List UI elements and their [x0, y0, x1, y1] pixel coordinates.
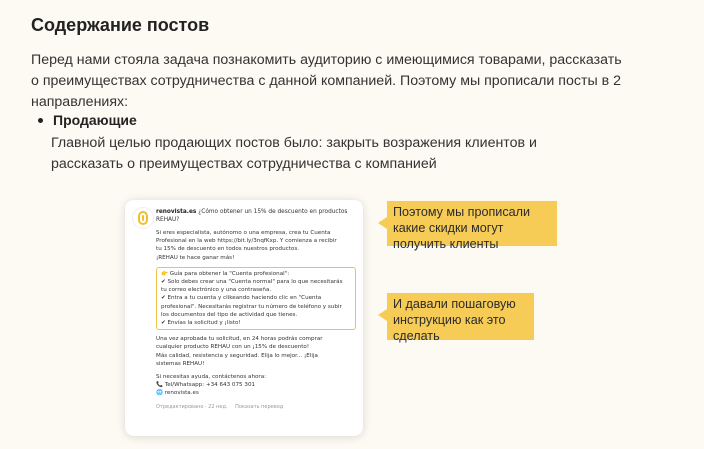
guide-line: tu correo electrónico y una contraseña.	[161, 287, 272, 294]
bullet-description: Главной целью продающих постов было: закрыть возражения клиентов и рассказать о преимуществах сотрудничества с компанией	[51, 135, 537, 172]
social-post-card	[125, 200, 363, 436]
post-text-line: Si eres especialista, autónomo o una empresa, crea tu Cuenta	[156, 230, 331, 236]
edited-timestamp: Отредактировано · 22 нед.	[156, 403, 228, 410]
guide-line: ✔ Entra a tu cuenta y clikeando haciendo clic en "Cuenta	[161, 295, 322, 302]
post-text-line: Profesional en la web https://bit.ly/3nqfKxp. Y comienza a recibir	[156, 238, 337, 245]
callout-line: какие скидки могут	[393, 221, 504, 235]
guide-box	[156, 267, 356, 330]
contact-phone[interactable]: 📞 Tel/Whatsapp: +34 643 075 301	[156, 382, 256, 389]
intro-paragraph: Перед нами стояла задача познакомить аудиторию с имеющимися товарами, рассказать о преимуществах сотрудничества с данной компанией. Поэтому мы прописали посты в 2 направлениях:	[31, 52, 622, 110]
callout-line: И давали пошаговую	[393, 297, 516, 311]
page-title: Содержание постов	[31, 15, 210, 35]
post-footer	[156, 403, 356, 411]
callout-line: получить клиенты	[393, 237, 499, 251]
contact-line: Si necesitas ayuda, contáctenos ahora:	[156, 374, 267, 381]
renovista-logo-icon	[137, 211, 149, 225]
post-paragraph-2	[156, 335, 356, 368]
callout-line: инструкцию как это	[393, 313, 506, 327]
post-text-line: tu 15% de descuento en todos nuestros productos.	[156, 246, 300, 253]
bullet-item-selling	[38, 112, 137, 128]
bullet-dot	[38, 118, 43, 123]
post-author[interactable]: renovista.es	[156, 209, 197, 215]
show-translation-link[interactable]: Показать перевод	[235, 403, 284, 410]
post-header	[156, 208, 356, 224]
avatar	[132, 207, 154, 229]
post-text-line: ¡REHAU te hace ganar más!	[156, 254, 235, 261]
callout-discounts	[387, 201, 557, 251]
post-contact	[156, 373, 356, 398]
callout-instructions	[387, 293, 534, 343]
callout-line: сделать	[393, 329, 440, 343]
contact-website[interactable]: 🌐 renovista.es	[156, 390, 199, 397]
post-paragraph-1	[156, 229, 356, 262]
guide-line: profesional". Necesitarás registrar tu número de teléfono y subir	[161, 303, 342, 310]
post-text-line: Más calidad, resistencia y seguridad. Elija lo mejor... ¡Elija	[156, 352, 318, 359]
guide-line: ✔ Solo debes crear una "Cuenta normal" para lo que necesitarás	[161, 279, 343, 286]
post-headline: ¿Cómo obtener un 15% de descuento en productos REHAU?	[156, 209, 348, 223]
post-text-line: Una vez aprobada tu solicitud, en 24 horas podrás comprar	[156, 336, 323, 343]
post-text-line: cualquier producto REHAU con un ¡15% de descuento!	[156, 344, 310, 351]
post-text-line: sistemas REHAU!	[156, 360, 205, 367]
callout-line: Поэтому мы прописали	[393, 205, 531, 219]
guide-line: 👉 Guía para obtener la "Cuenta profesional":	[161, 270, 290, 277]
guide-line: ✔ Envías la solicitud y ¡listo!	[161, 320, 241, 327]
guide-line: los documentos del tipo de actividad que tienes.	[161, 311, 298, 318]
post-body	[156, 208, 356, 411]
bullet-label: Продающие	[53, 112, 137, 128]
